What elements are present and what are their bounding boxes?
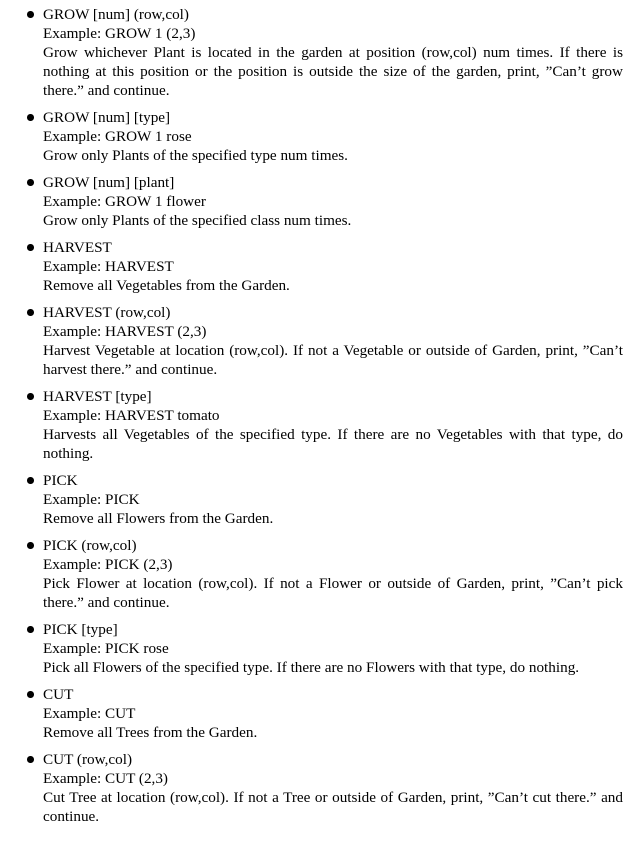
command-example: Example: HARVEST tomato [43, 407, 220, 424]
command-description: Pick all Flowers of the specified type. If there are no Flowers with that type, do nothing. [43, 659, 580, 676]
command-description: Remove all Flowers from the Garden. [43, 510, 274, 527]
command-syntax: CUT (row,col) [43, 751, 132, 768]
command-description: Remove all Trees from the Garden. [43, 724, 258, 741]
bullet-icon [27, 309, 34, 316]
command-example: Example: GROW 1 (2,3) [43, 25, 196, 42]
bullet-icon [27, 756, 34, 763]
command-description: Harvest Vegetable at location (row,col). If not a Vegetable or outside of Garden, print, ”Can’t harvest there.” and continue. [43, 342, 623, 378]
command-syntax: GROW [num] [plant] [43, 174, 175, 191]
command-example: Example: PICK rose [43, 640, 169, 657]
bullet-icon [27, 393, 34, 400]
command-example: Example: PICK [43, 491, 140, 508]
bullet-icon [27, 477, 34, 484]
command-syntax: CUT [43, 686, 74, 703]
command-syntax: PICK [43, 472, 78, 489]
bullet-icon [27, 11, 34, 18]
list-item [0, 303, 643, 379]
command-syntax: GROW [num] (row,col) [43, 6, 189, 23]
list-item [0, 387, 643, 463]
list-item [0, 173, 643, 230]
command-example: Example: CUT (2,3) [43, 770, 168, 787]
command-syntax: PICK (row,col) [43, 537, 137, 554]
bullet-icon [27, 114, 34, 121]
list-item [0, 238, 643, 295]
list-item [0, 536, 643, 612]
command-example: Example: PICK (2,3) [43, 556, 173, 573]
command-syntax: HARVEST [type] [43, 388, 152, 405]
bullet-icon [27, 542, 34, 549]
command-example: Example: CUT [43, 705, 136, 722]
command-description: Harvests all Vegetables of the specified type. If there are no Vegetables with that type, do nothing. [43, 426, 623, 462]
command-syntax: HARVEST [43, 239, 112, 256]
command-description: Remove all Vegetables from the Garden. [43, 277, 290, 294]
list-item [0, 620, 643, 677]
list-item [0, 471, 643, 528]
command-example: Example: GROW 1 flower [43, 193, 206, 210]
bullet-icon [27, 179, 34, 186]
command-description: Cut Tree at location (row,col). If not a Tree or outside of Garden, print, ”Can’t cut there.” and continue. [43, 789, 623, 825]
list-item [0, 108, 643, 165]
bullet-icon [27, 244, 34, 251]
command-list [0, 5, 643, 834]
command-syntax: PICK [type] [43, 621, 118, 638]
bullet-icon [27, 626, 34, 633]
command-example: Example: HARVEST (2,3) [43, 323, 207, 340]
command-description: Grow only Plants of the specified class num times. [43, 212, 352, 229]
command-syntax: GROW [num] [type] [43, 109, 171, 126]
command-example: Example: GROW 1 rose [43, 128, 192, 145]
command-syntax: HARVEST (row,col) [43, 304, 171, 321]
command-description: Grow whichever Plant is located in the garden at position (row,col) num times. If there is nothing at this position or the position is outside the size of the garden, print, ”Can’t grow there.” and continue. [43, 44, 623, 99]
list-item [0, 750, 643, 826]
command-description: Grow only Plants of the specified type num times. [43, 147, 348, 164]
command-description: Pick Flower at location (row,col). If not a Flower or outside of Garden, print, ”Can’t pick there.” and continue. [43, 575, 623, 611]
bullet-icon [27, 691, 34, 698]
list-item [0, 685, 643, 742]
list-item [0, 5, 643, 100]
command-example: Example: HARVEST [43, 258, 174, 275]
